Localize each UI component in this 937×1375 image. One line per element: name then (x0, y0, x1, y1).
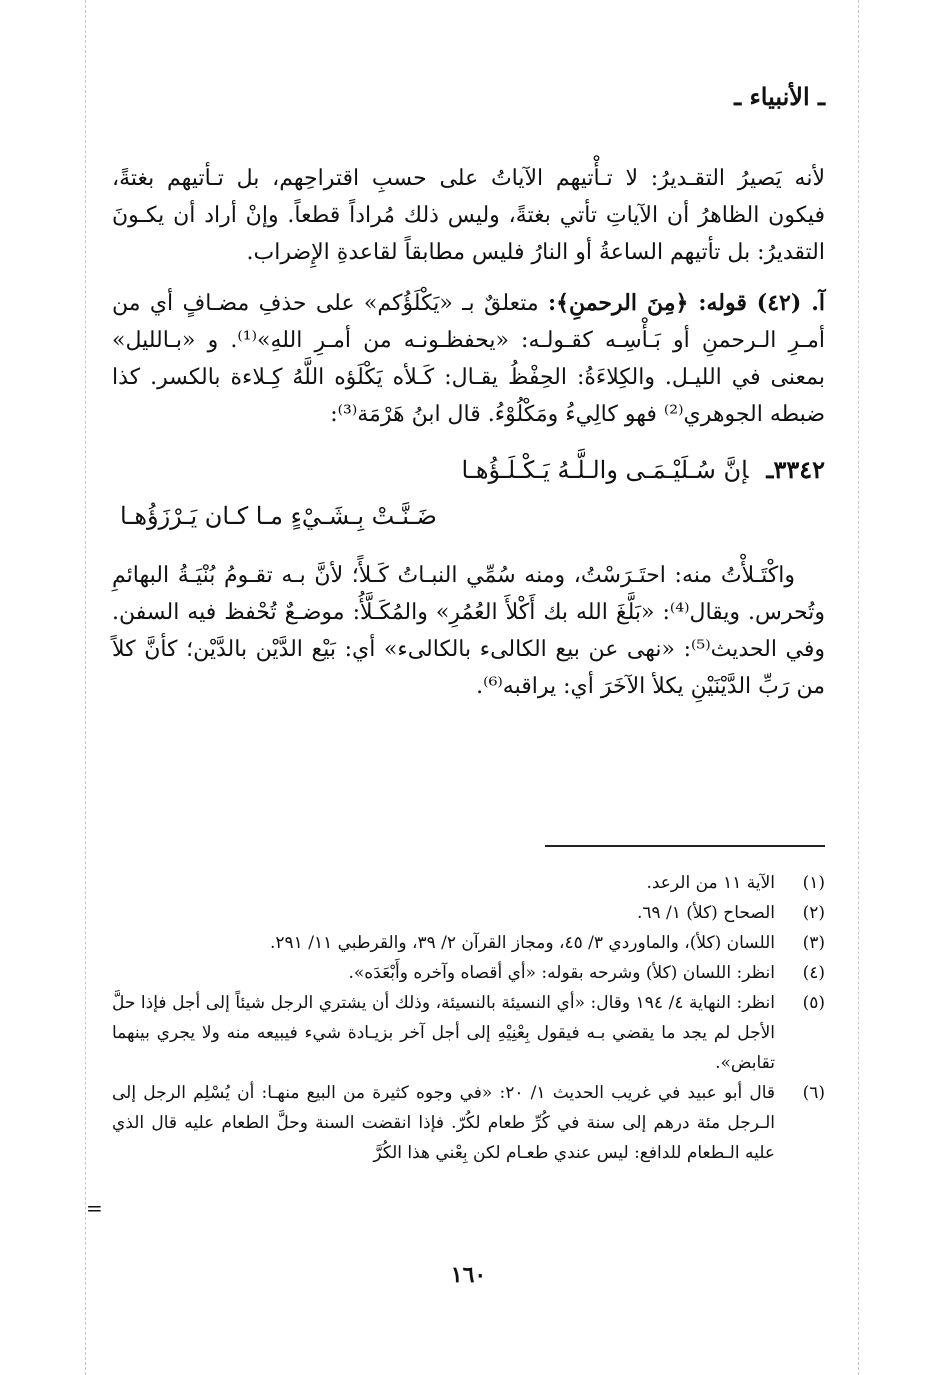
verse-hemistich-1: إنَّ سُـلَيْـمَـى والـلَّـهُ يَـكْـلَـؤُهـا (461, 456, 749, 484)
verse-line-2 (112, 493, 825, 539)
footnote-text: انظر: النهاية ٤/ ١٩٤ وقال: «أي النسيئة بالنسيئة، وذلك أن يشتري الرجل شيئاً إلى أجل فإذا حلَّ الأجل لم يجد ما يقضي بـه فيقول بِعْنِيْهِ إلى أجل آخر بزيـادة شيء فيبيعه منه ولا يجري بينهما تقابض». (112, 993, 775, 1073)
footnote (112, 928, 825, 958)
footnote-number: (٢) (802, 903, 825, 923)
footnote (112, 868, 825, 898)
continuation-mark: = (86, 1196, 103, 1220)
paragraph-3: واكْتَـلأْتُ منه: احتَـرَسْتُ، ومنه سُمِّي النبـاتُ كَـلأً؛ لأنَّ بـه تقـومُ بُنْيَـةُ البهائمِ وتُحرس. ويقال⁽⁴⁾: «بَلَّغَ الله بك أَكْلأَ العُمُرِ» والمُكَـلَّأُ: موضـعٌ تُحْفظ فيه السفن. وفي الحديث⁽⁵⁾: «نهى عن بيع الكالىء بالكالىء» أي: بَيْع الدَّيْن بالدَّيْن؛ كأنَّ كلاً من رَبِّ الدَّيْنَيْنِ يكلأ الآخَرَ أي: يراقبه⁽⁶⁾. (112, 563, 826, 699)
running-header: ـ الأنبياء ـ (734, 82, 825, 111)
page-number: ١٦٠ (450, 1262, 487, 1288)
paragraph-1: لأنه يَصيرُ التقـديرُ: لا تـأْتيهم الآياتُ على حسبِ اقتراحِهم، بل تـأتيهم بغتةً، فيكون الظاهرُ أن الآياتِ تأتي بغتةً، وليس ذلك مُراداً قطعاً. وإنْ أراد أن يكـونَ التقديرُ: بل تأتيهم الساعةُ أو النارُ فليس مطابقاً لقاعدةِ الإِضراب. (112, 166, 825, 265)
paragraph-2-body: متعلقٌ بـ «يَكْلَؤُكم» على حذفِ مضـافٍ أي من أمـرِ الـرحمنِ أو بَـأْسِـه كقـولـه: «يحفظـونـه من أمـرِ اللهِ»⁽¹⁾. و «بـالليل» بمعنى في الليـل. والكِلاءَةُ: الحِفْظُ يقـال: كَـلأه يَكْلَؤه اللَّهُ كِـلاءة بالكسر. كذا ضبطه الجوهري⁽²⁾ فهو كالِيءُ ومَكْلُوْءُ. قال ابنُ هَرْمَة⁽³⁾: (112, 291, 826, 427)
footnote-number: (٣) (802, 933, 825, 953)
margin-guide-right (858, 0, 859, 1375)
footnote (112, 898, 825, 928)
verse-hemistich-2: ضَـنَّـتْ بِـشَـيْءٍ مـا كـان يَـرْزَؤُهـا (120, 502, 437, 530)
footnote-text: الصحاح (كلأ) ١/ ٦٩. (636, 903, 775, 923)
footnote-text: الآية ١١ من الرعد. (646, 873, 775, 893)
footnote-number: (٥) (802, 993, 825, 1013)
footnote-text: قال أبو عبيد في غريب الحديث ١/ ٢٠: «في وجوه كثيرة من البيع منهـا: أن يُسْلِم الرجل إلى الـرجل مئة درهم إلى سنة في كُرِّ طعام لكُرّ. فإذا انقضت السنة وحلَّ الطعام عليه قال الذي عليه الـطعام للدافع: ليس عندي طعـام لكن بِعْني هذا الكُرَّ (112, 1083, 776, 1163)
footnote-number: (١) (802, 873, 825, 893)
main-text (112, 160, 825, 719)
footnote-number: (٤) (802, 963, 825, 983)
footnote-text: انظر: اللسان (كلأ) وشرحه بقوله: «أي أقصاه وآخره وأَبْعَدَه». (348, 963, 775, 983)
footnote-separator (545, 845, 825, 847)
footnote-number: (٦) (802, 1083, 825, 1103)
margin-guide-left (85, 0, 86, 1375)
paragraph-2-heading: آ. (٤٢) قوله: ﴿مِنَ الرحمنِ﴾: (547, 290, 826, 316)
poetry-verse (112, 447, 825, 539)
footnote (112, 1078, 825, 1168)
footnote-text: اللسان (كلأ)، والماوردي ٣/ ٤٥، ومجاز القرآن ٢/ ٣٩، والقرطبي ١١/ ٢٩١. (270, 933, 775, 953)
paragraph-2 (112, 285, 825, 433)
footnote (112, 988, 825, 1078)
footnote (112, 958, 825, 988)
verse-number: ٣٣٤٢ـ (766, 455, 825, 484)
verse-line-1 (112, 447, 825, 493)
footnotes (112, 868, 825, 1168)
